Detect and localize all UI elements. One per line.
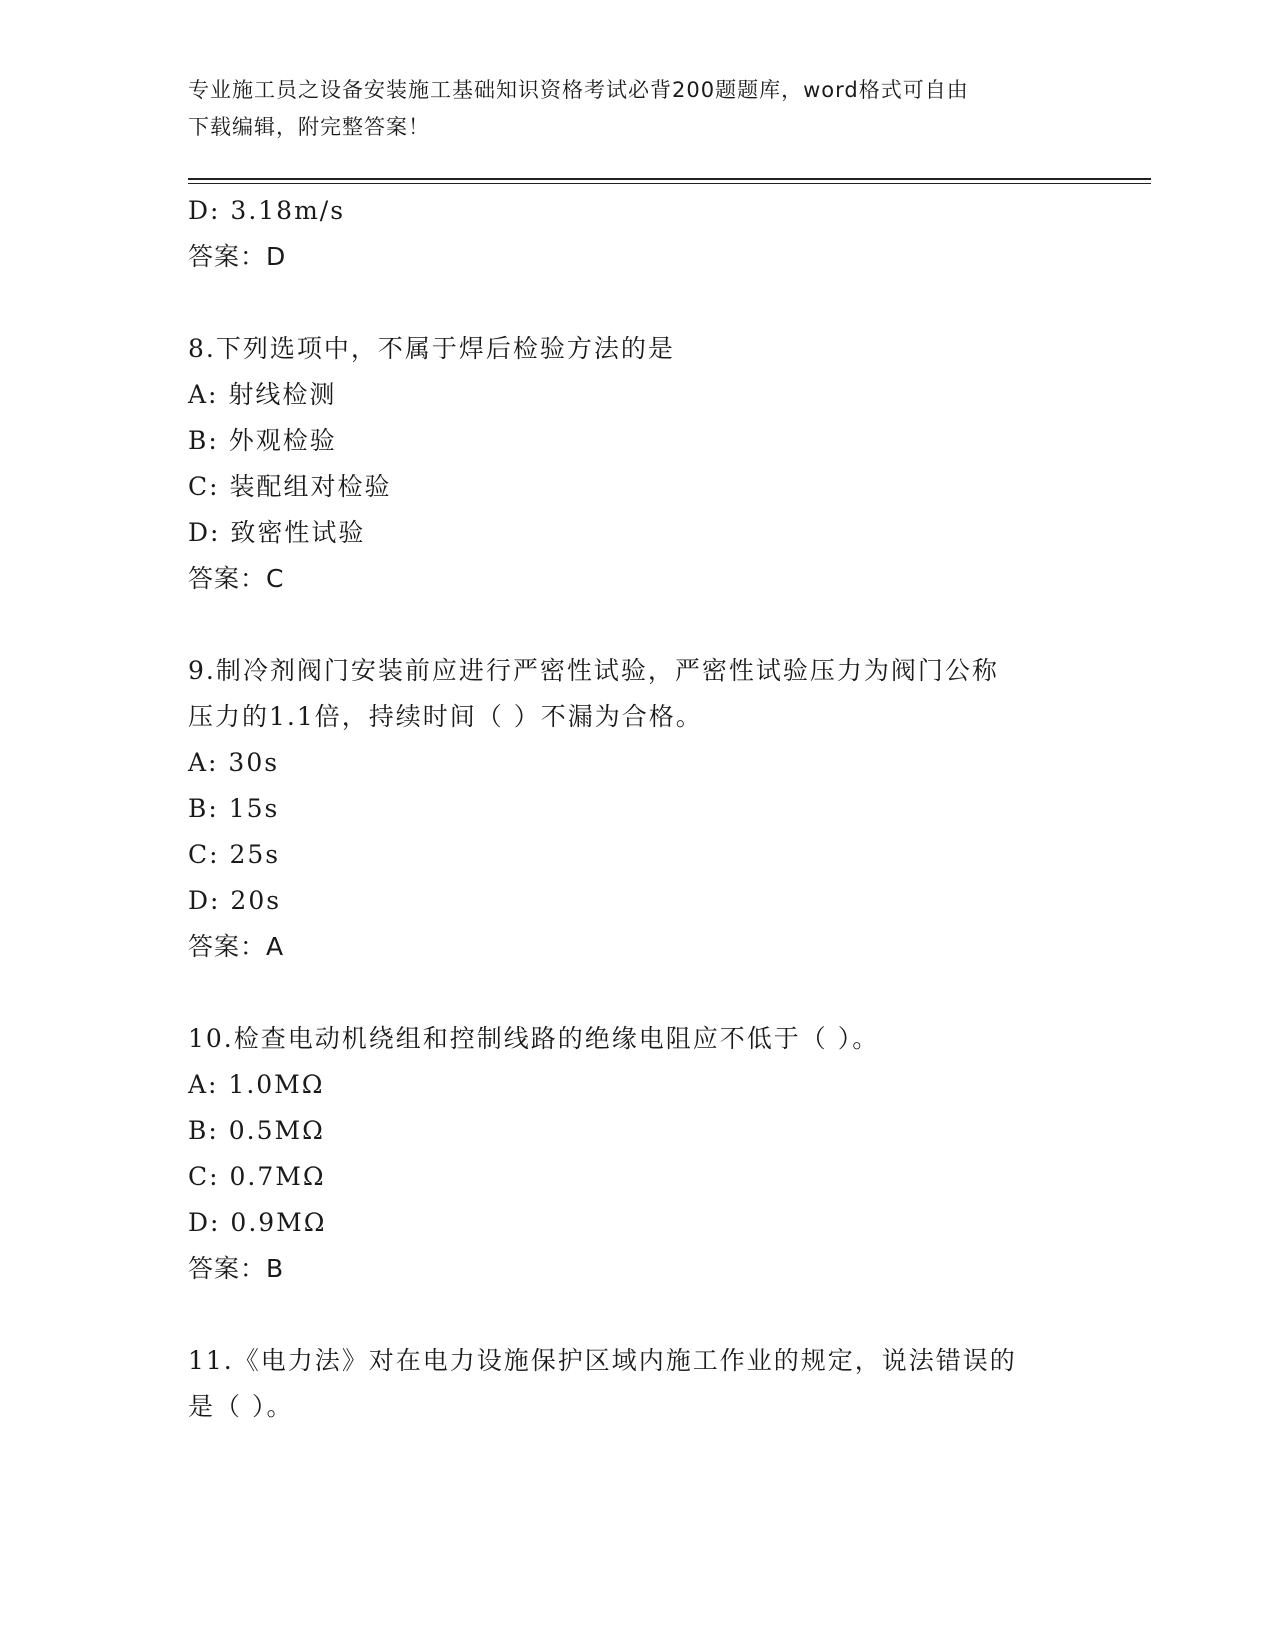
question-list — [188, 188, 1088, 1430]
previous-question-tail — [188, 188, 1088, 280]
question-11 — [188, 1338, 1088, 1430]
option-a: A: 1.0MΩ — [188, 1070, 325, 1099]
option-c: C: 25s — [188, 840, 281, 869]
question-stem: 10.检查电动机绕组和控制线路的绝缘电阻应不低于（ ）。 — [188, 1024, 880, 1053]
option-a: A: 射线检测 — [188, 380, 337, 409]
option-d: D: 0.9MΩ — [188, 1208, 327, 1237]
answer-line: 答案：B — [188, 1254, 285, 1283]
question-10 — [188, 1016, 1088, 1292]
question-stem-line-2: 是（ ）。 — [188, 1392, 294, 1421]
question-stem-line-1: 11.《电力法》对在电力设施保护区域内施工作业的规定，说法错误的 — [188, 1346, 1017, 1375]
option-c: C: 装配组对检验 — [188, 472, 392, 501]
option-b: B: 0.5MΩ — [188, 1116, 325, 1145]
option-d: D: 20s — [188, 886, 282, 915]
option-d: D: 致密性试验 — [188, 518, 366, 547]
header-line-1: 专业施工员之设备安装施工基础知识资格考试必背200题题库，word格式可自由 — [188, 78, 969, 102]
question-stem-line-1: 9.制冷剂阀门安装前应进行严密性试验，严密性试验压力为阀门公称 — [188, 656, 999, 685]
option-a: A: 30s — [188, 748, 280, 777]
header-line-2: 下载编辑，附完整答案！ — [188, 115, 430, 139]
option-d: D: 3.18m/s — [188, 196, 346, 225]
option-c: C: 0.7MΩ — [188, 1162, 326, 1191]
question-stem-line-2: 压力的1.1倍，持续时间（ ）不漏为合格。 — [188, 702, 703, 731]
option-b: B: 外观检验 — [188, 426, 337, 455]
answer-line: 答案：A — [188, 932, 285, 961]
answer-line: 答案：D — [188, 242, 287, 271]
option-b: B: 15s — [188, 794, 280, 823]
question-stem: 8.下列选项中，不属于焊后检验方法的是 — [188, 334, 675, 363]
question-8 — [188, 326, 1088, 602]
header-divider-thin — [188, 183, 1151, 184]
question-9 — [188, 648, 1088, 970]
header-divider-thick — [188, 178, 1151, 180]
answer-line: 答案：C — [188, 564, 285, 593]
document-header — [188, 72, 1088, 146]
